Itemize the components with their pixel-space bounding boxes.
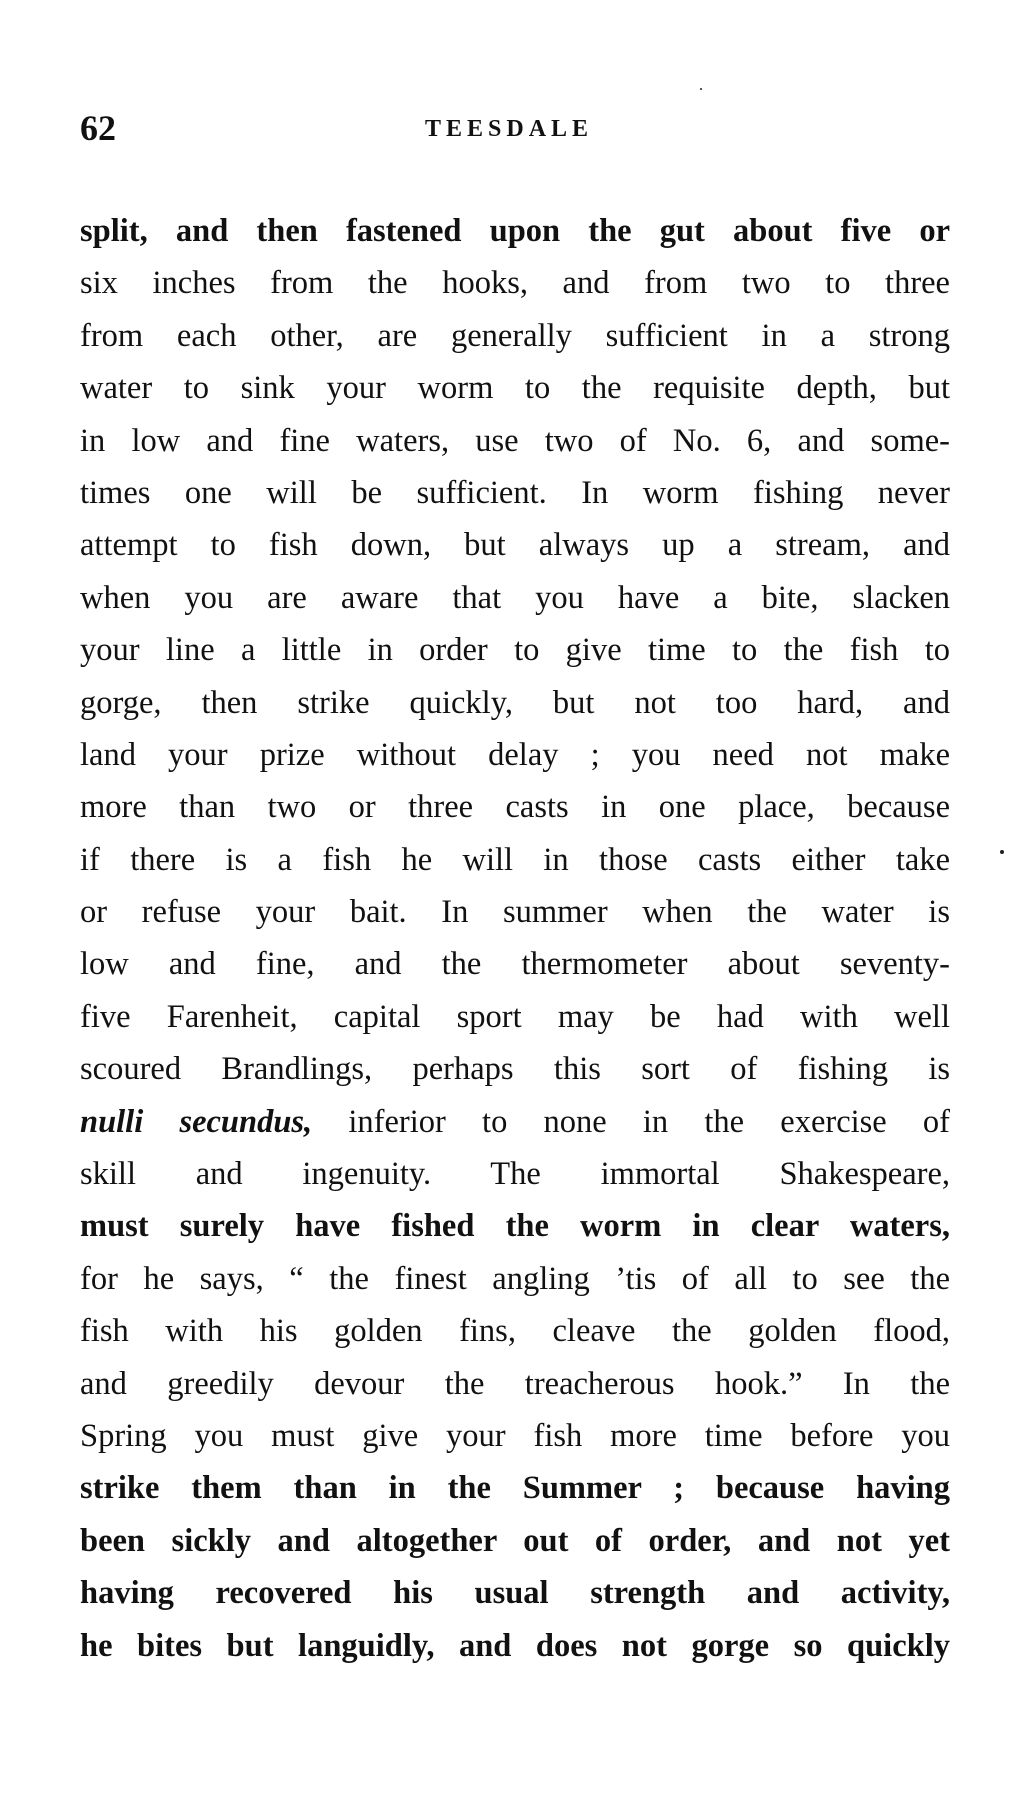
running-header (80, 108, 950, 148)
text-line: in low and fine waters, use two of No. 6, and some- (80, 422, 950, 459)
text-line-italic (80, 1096, 950, 1148)
line-remainder: inferior to none in the exercise of (312, 1103, 950, 1140)
text-line: your line a little in order to give time to the fish to (80, 632, 950, 669)
text-line: and greedily devour the treacherous hook.” In the (80, 1365, 950, 1402)
text-line: strike them than in the Summer ; because having (80, 1470, 950, 1507)
text-line: from each other, are generally sufficient in a strong (80, 317, 950, 354)
text-line: land your prize without delay ; you need not make (80, 736, 950, 773)
text-line: scoured Brandlings, perhaps this sort of fishing is (80, 1051, 950, 1088)
text-line: water to sink your worm to the requisite depth, but (80, 370, 950, 407)
text-line: for he says, “ the finest angling ’tis of all to see the (80, 1260, 950, 1297)
text-line: times one will be sufficient. In worm fishing never (80, 474, 950, 511)
paper-speck (1000, 850, 1004, 854)
paper-speck (700, 88, 702, 90)
text-line: he bites but languidly, and does not gorge so quickly (80, 1627, 950, 1664)
text-line: if there is a fish he will in those casts either take (80, 841, 950, 878)
text-line: Spring you must give your fish more time before you (80, 1417, 950, 1454)
text-line: skill and ingenuity. The immortal Shakespeare, (80, 1156, 950, 1193)
running-title: TEESDALE (425, 116, 594, 142)
text-line: having recovered his usual strength and activity, (80, 1575, 950, 1612)
text-line: low and fine, and the thermometer about seventy- (80, 946, 950, 983)
text-line: been sickly and altogether out of order, and not yet (80, 1522, 950, 1559)
text-line: when you are aware that you have a bite, slacken (80, 579, 950, 616)
italic-phrase: nulli secundus, (80, 1103, 313, 1140)
text-line: split, and then fastened upon the gut about five or (80, 213, 950, 249)
text-line: gorge, then strike quickly, but not too hard, and (80, 684, 950, 721)
text-line: attempt to fish down, but always up a stream, and (80, 527, 950, 564)
text-line: must surely have fished the worm in clear waters, (80, 1208, 950, 1245)
body-text (80, 205, 950, 1672)
text-line: five Farenheit, capital sport may be had with well (80, 998, 950, 1035)
text-line: six inches from the hooks, and from two to three (80, 265, 950, 302)
text-line: or refuse your bait. In summer when the water is (80, 894, 950, 931)
text-line: fish with his golden fins, cleave the golden flood, (80, 1313, 950, 1350)
text-line: more than two or three casts in one place, because (80, 789, 950, 826)
page-number: 62 (80, 108, 116, 148)
